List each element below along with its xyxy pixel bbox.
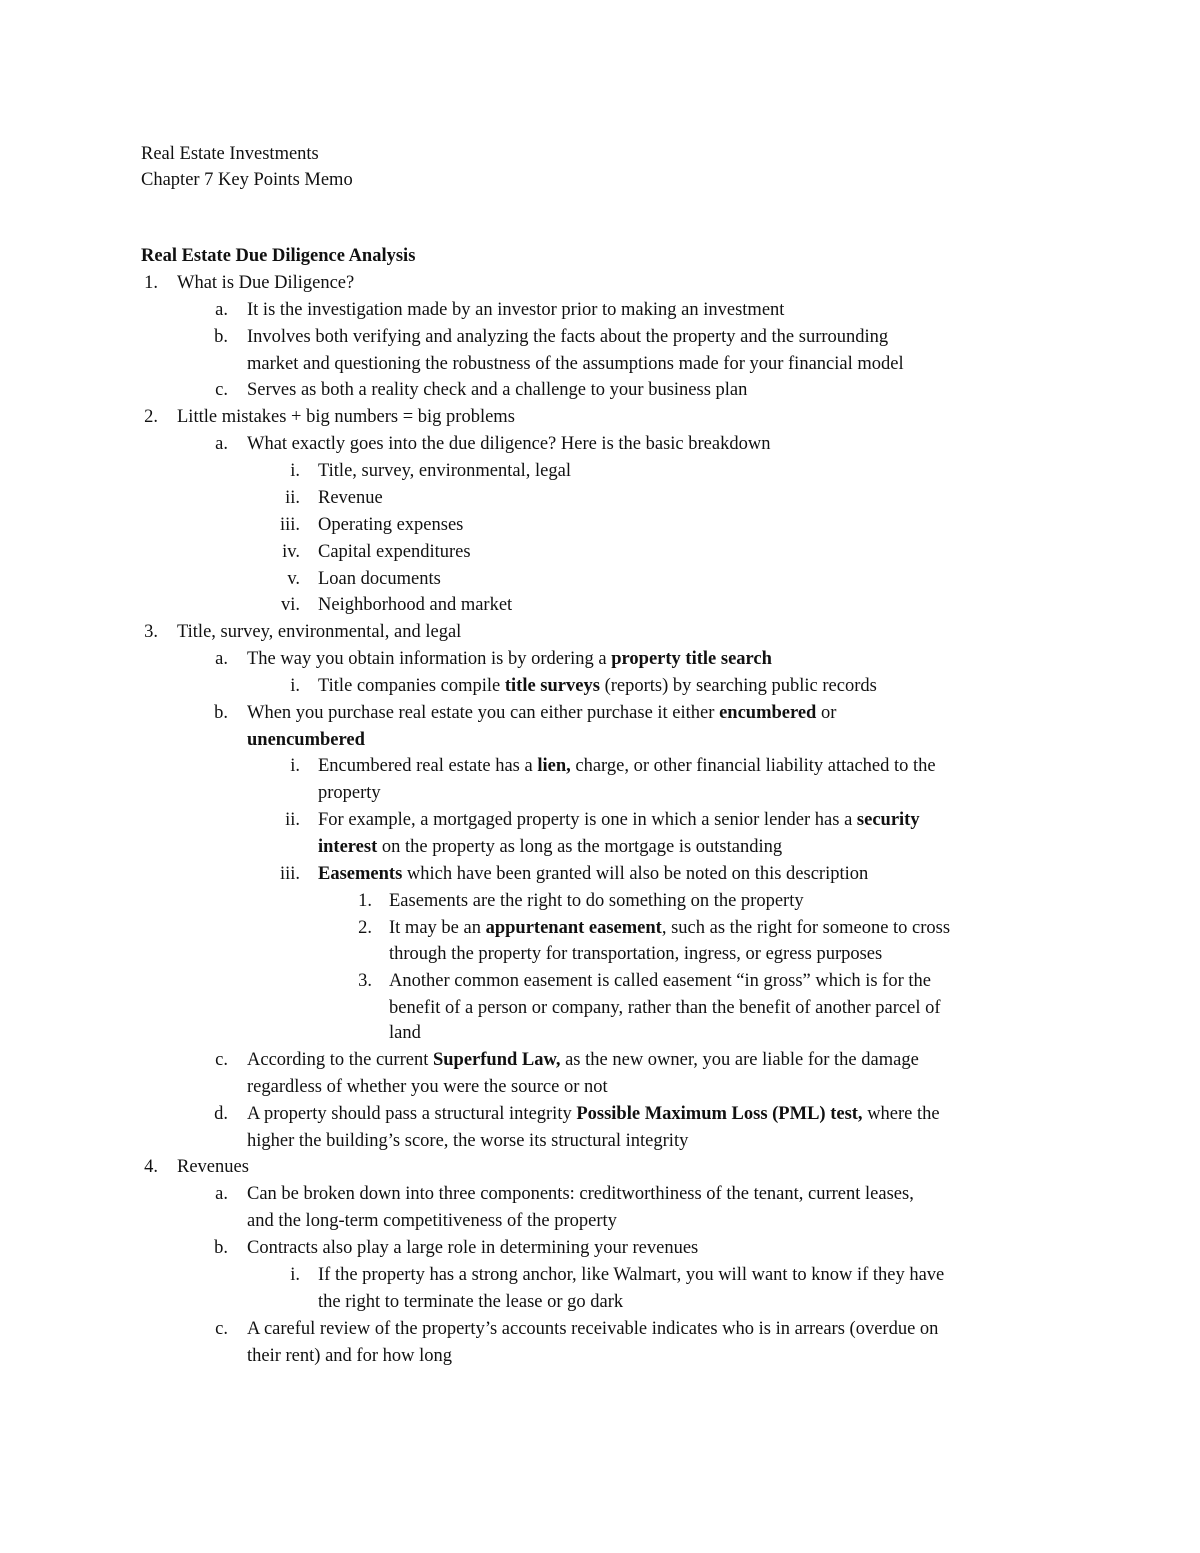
text-segment: According to the current (247, 1050, 433, 1070)
text-segment: or (816, 703, 837, 723)
list-marker: a. (215, 300, 228, 320)
text-segment: Another common easement is called easement “in gross” which is for the (389, 971, 931, 991)
text-segment: When you purchase real estate you can either purchase it either (247, 703, 720, 723)
list-item-text (177, 1154, 249, 1180)
text-segment: Little mistakes + big numbers = big problems (177, 407, 515, 427)
text-segment: regardless of whether you were the source or not (247, 1077, 608, 1097)
list-item-text (247, 1208, 617, 1234)
list-marker: iv. (282, 542, 300, 562)
text-segment: What exactly goes into the due diligence? Here is the basic breakdown (247, 434, 771, 454)
list-item-text (389, 995, 941, 1021)
list-item-text (318, 539, 471, 565)
list-marker: i. (290, 461, 300, 481)
list-item-text (247, 1047, 919, 1073)
list-marker: 1. (144, 273, 158, 293)
list-marker: b. (214, 703, 228, 723)
text-segment: Contracts also play a large role in determining your revenues (247, 1238, 699, 1258)
list-item-text (247, 377, 747, 403)
text-segment: , such as the right for someone to cross (661, 918, 951, 938)
list-marker: d. (214, 1104, 228, 1124)
text-segment: A careful review of the property’s accounts receivable indicates who is in arrears (overdue on (247, 1319, 939, 1339)
text-segment: Title companies compile (318, 676, 505, 696)
text-segment: Capital expenditures (318, 542, 471, 562)
list-marker: c. (215, 1319, 228, 1339)
bold-term: lien, (537, 756, 571, 776)
list-marker: v. (287, 569, 300, 589)
list-item-text (318, 807, 920, 833)
list-item-text (247, 1181, 914, 1207)
text-segment: property (318, 783, 381, 803)
list-marker: c. (215, 380, 228, 400)
text-segment: on the property as long as the mortgage is outstanding (377, 837, 783, 857)
list-marker: 3. (144, 622, 158, 642)
text-segment: market and questioning the robustness of the assumptions made for your financial model (247, 354, 904, 374)
list-item-text (318, 512, 463, 538)
text-segment: Easements are the right to do something on the property (389, 891, 804, 911)
text-segment: A property should pass a structural integrity (247, 1104, 577, 1124)
text-segment: their rent) and for how long (247, 1346, 452, 1366)
list-item-text (318, 673, 877, 699)
list-marker: a. (215, 649, 228, 669)
list-marker: vi. (280, 595, 300, 615)
text-segment: Revenues (177, 1157, 249, 1177)
bold-term: title surveys (504, 676, 600, 696)
list-item-text (177, 404, 515, 430)
text-segment: The way you obtain information is by ordering a (247, 649, 612, 669)
text-segment: It may be an (389, 918, 486, 938)
list-item-text (318, 834, 782, 860)
list-marker: a. (215, 434, 228, 454)
list-item-text (247, 727, 365, 753)
list-item-text (318, 458, 571, 484)
list-item-text (318, 485, 383, 511)
list-marker: 2. (358, 918, 372, 938)
list-item-text (318, 566, 441, 592)
text-segment: charge, or other financial liability attached to the (570, 756, 936, 776)
text-segment: Loan documents (318, 569, 441, 589)
list-item-text (177, 619, 461, 645)
list-item-text (247, 646, 772, 672)
list-marker: i. (290, 756, 300, 776)
list-item-text (247, 1235, 698, 1261)
list-marker: iii. (279, 864, 300, 884)
text-segment: Operating expenses (318, 515, 464, 535)
list-item-text (247, 1074, 608, 1100)
text-segment: If the property has a strong anchor, like Walmart, you will want to know if they have (318, 1265, 945, 1285)
list-marker: 1. (358, 891, 372, 911)
text-segment: where the (862, 1104, 940, 1124)
list-item-text (389, 968, 931, 994)
list-item-text (389, 941, 882, 967)
list-item-text (318, 1289, 623, 1315)
list-marker: 4. (144, 1157, 158, 1177)
text-segment: and the long-term competitiveness of the property (247, 1211, 617, 1231)
list-item-text (247, 324, 888, 350)
list-marker: b. (214, 327, 228, 347)
bold-term: appurtenant easement (485, 918, 662, 938)
list-item-text (247, 1316, 938, 1342)
text-segment: Title, survey, environmental, and legal (177, 622, 462, 642)
text-segment: the right to terminate the lease or go dark (318, 1292, 624, 1312)
text-segment: Can be broken down into three components: creditworthiness of the tenant, current leases, (247, 1184, 914, 1204)
memo-title: Chapter 7 Key Points Memo (141, 170, 353, 190)
text-segment: Revenue (318, 488, 383, 508)
list-item-text (389, 888, 804, 914)
list-marker: i. (290, 1265, 300, 1285)
bold-term: interest (318, 837, 378, 857)
list-item-text (247, 1343, 452, 1369)
section-heading: Real Estate Due Diligence Analysis (141, 246, 416, 266)
text-segment: Title, survey, environmental, legal (318, 461, 571, 481)
list-item-text (389, 1020, 421, 1046)
bold-term: security (856, 810, 920, 830)
text-segment: (reports) by searching public records (599, 676, 877, 696)
text-segment: Encumbered real estate has a (318, 756, 538, 776)
text-segment: higher the building’s score, the worse its structural integrity (247, 1131, 689, 1151)
text-segment: What is Due Diligence? (177, 273, 355, 293)
list-item-text (318, 861, 868, 887)
text-segment: which have been granted will also be noted on this description (402, 864, 869, 884)
bold-term: property title search (611, 649, 772, 669)
list-item-text (247, 1128, 688, 1154)
text-segment: land (389, 1023, 421, 1043)
list-item-text (318, 592, 512, 618)
list-marker: ii. (285, 810, 300, 830)
bold-term: Easements (318, 864, 403, 884)
list-item-text (389, 915, 950, 941)
bold-term: Superfund Law, (432, 1050, 561, 1070)
list-item-text (247, 297, 784, 323)
list-item-text (247, 351, 904, 377)
list-marker: iii. (279, 515, 300, 535)
bold-term: Possible Maximum Loss (PML) test, (576, 1104, 863, 1124)
text-segment: Serves as both a reality check and a challenge to your business plan (247, 380, 748, 400)
text-segment: Involves both verifying and analyzing the facts about the property and the surrounding (247, 327, 889, 347)
list-item-text (247, 700, 836, 726)
text-segment: Neighborhood and market (318, 595, 513, 615)
list-marker: 2. (144, 407, 158, 427)
text-segment: It is the investigation made by an investor prior to making an investment (247, 300, 785, 320)
list-item-text (177, 270, 354, 296)
bold-term: encumbered (719, 703, 817, 723)
list-marker: i. (290, 676, 300, 696)
text-segment: For example, a mortgaged property is one in which a senior lender has a (318, 810, 857, 830)
list-marker: a. (215, 1184, 228, 1204)
text-segment: as the new owner, you are liable for the damage (560, 1050, 919, 1070)
list-item-text (318, 780, 381, 806)
list-item-text (318, 1262, 944, 1288)
text-segment: benefit of a person or company, rather than the benefit of another parcel of (389, 998, 941, 1018)
list-marker: 3. (358, 971, 372, 991)
list-marker: ii. (285, 488, 300, 508)
bold-term: unencumbered (247, 730, 365, 750)
list-marker: b. (214, 1238, 228, 1258)
text-segment: through the property for transportation, ingress, or egress purposes (389, 944, 883, 964)
course-title: Real Estate Investments (141, 144, 319, 164)
list-item-text (247, 431, 770, 457)
list-marker: c. (215, 1050, 228, 1070)
list-item-text (247, 1101, 940, 1127)
list-item-text (318, 753, 936, 779)
